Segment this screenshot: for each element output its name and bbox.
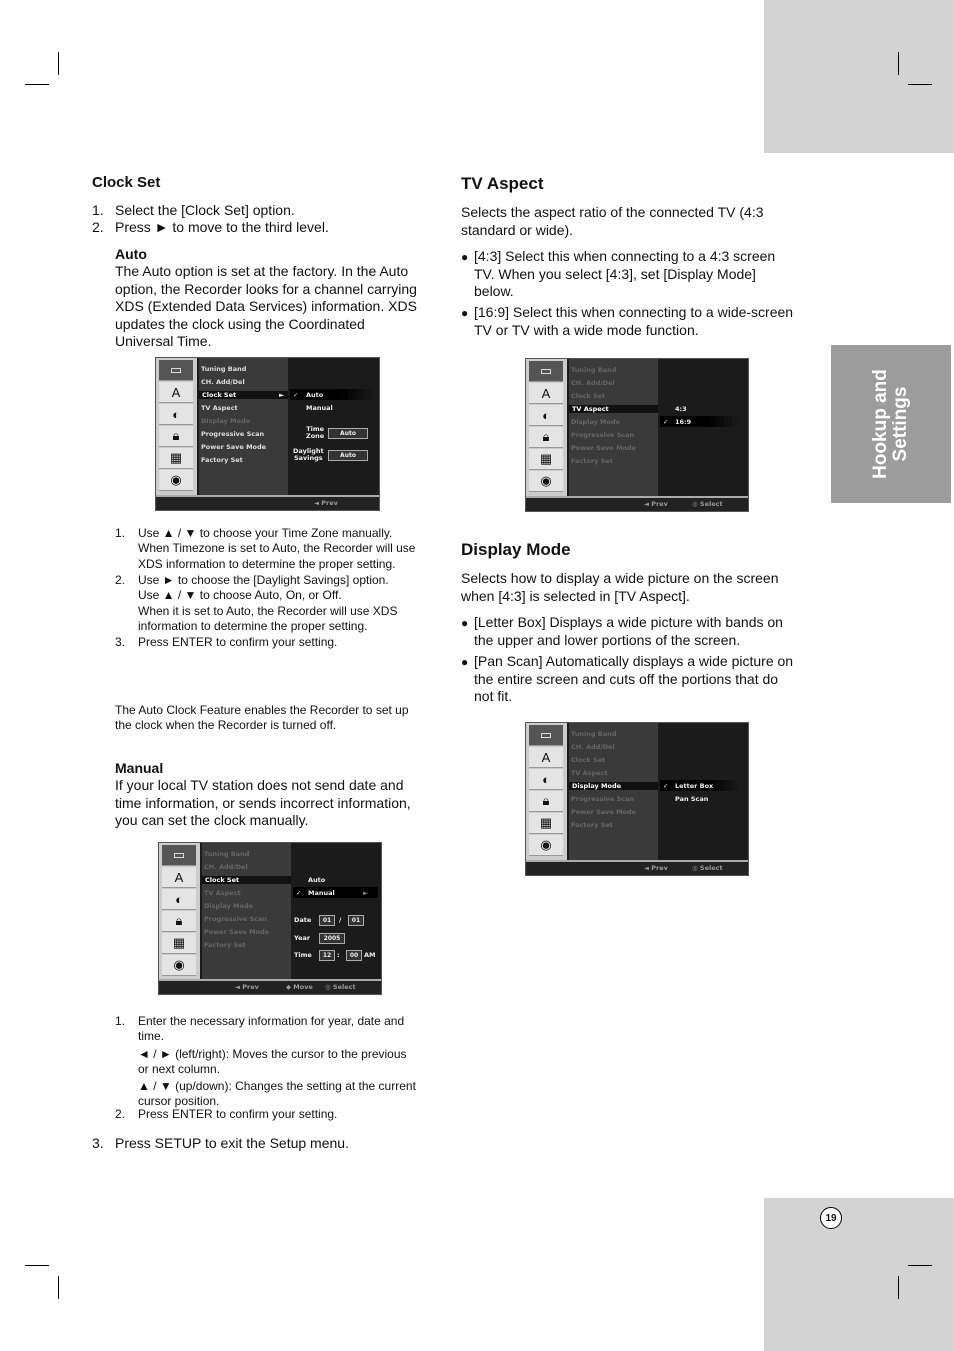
- tv-icon: ▭: [529, 725, 563, 746]
- time-zone-label: [306, 426, 324, 440]
- osd-menu-item: Display Mode: [201, 417, 251, 425]
- page-number: 19: [820, 1207, 842, 1229]
- osd-option: Letter Box: [675, 782, 714, 790]
- crop-mark: [908, 1265, 932, 1266]
- osd-menu-item: Progressive Scan: [201, 430, 265, 438]
- osd-display-mode: [525, 722, 749, 876]
- osd-option: 16:9: [675, 418, 692, 426]
- step-text: Press ENTER to confirm your setting.: [138, 635, 338, 649]
- auto-description: [115, 263, 417, 351]
- language-icon: A: [159, 382, 193, 403]
- text-line: [Letter Box] Displays a wide picture with bands on: [474, 614, 783, 630]
- text-line: option, the Recorder looks for a channel carrying: [115, 280, 417, 297]
- margin-band-bottom: [764, 1198, 954, 1351]
- text-line: cursor position.: [138, 1094, 220, 1109]
- date-separator: /: [339, 916, 342, 924]
- disc-icon: ◉: [529, 835, 563, 856]
- text-line: Zone: [306, 432, 325, 440]
- text-line: updates the clock using the Coordinated: [115, 315, 365, 332]
- text-line: information to determine the proper setting.: [138, 618, 368, 633]
- text-line: [16:9] Select this when connecting to a wide-screen: [474, 304, 794, 320]
- osd-icon-column: [156, 358, 197, 496]
- check-icon: ✓: [293, 391, 299, 399]
- tv-aspect-intro: [461, 204, 763, 239]
- osd-menu-column: [199, 358, 288, 496]
- osd-menu-column: [202, 843, 291, 980]
- step-text: Select the [Clock Set] option.: [115, 202, 295, 218]
- section-tab-line2: Settings: [890, 386, 911, 462]
- check-icon: ✓: [663, 782, 669, 790]
- bullet-text: [474, 614, 783, 649]
- text-line: Universal Time.: [115, 333, 212, 349]
- language-icon: A: [529, 383, 563, 404]
- osd-icon-column: [159, 843, 200, 980]
- osd-menu-column: [569, 359, 658, 497]
- check-icon: ✓: [296, 889, 302, 897]
- film-icon: ▦: [159, 448, 193, 469]
- osd-menu-item: TV Aspect: [201, 404, 238, 412]
- osd-footer: [156, 495, 379, 510]
- bullet-icon: ●: [461, 250, 469, 264]
- step-text: [138, 573, 397, 634]
- osd-menu-item: Display Mode: [204, 902, 254, 910]
- osd-menu-item: Tuning Band: [571, 366, 617, 374]
- osd-menu-item-selected: [199, 391, 288, 399]
- text-line: time information, or sends incorrect information,: [115, 794, 411, 811]
- text-line: XDS information to determine the proper setting.: [138, 556, 396, 571]
- osd-option-highlight: [660, 416, 740, 427]
- prev-hint: ◄ Prev: [644, 500, 668, 508]
- osd-menu-item: Progressive Scan: [571, 795, 635, 803]
- lock-icon: 🔒︎: [159, 426, 193, 447]
- text-line: Use ► to choose the [Daylight Savings] option.: [138, 573, 389, 587]
- select-hint: ◎ Select: [692, 500, 723, 508]
- bullet-text: [474, 653, 793, 706]
- year-value: 2005: [319, 933, 345, 944]
- bullet-icon: ●: [461, 306, 469, 320]
- text-line: the upper and lower portions of the screen.: [474, 631, 741, 648]
- osd-menu-item: Power Save Mode: [571, 808, 637, 816]
- text-line: When Timezone is set to Auto, the Recorder will use: [138, 541, 416, 556]
- text-line: the entire screen and cuts off the portions that do: [474, 670, 779, 687]
- step-number: 2.: [115, 573, 126, 587]
- osd-clock-manual: [158, 842, 382, 995]
- audio-icon: ◐: [529, 769, 563, 790]
- daylight-savings-value: Auto: [328, 450, 368, 461]
- osd-option: Auto: [308, 876, 326, 884]
- date-label: Date: [294, 916, 312, 924]
- osd-menu-item: Display Mode: [571, 418, 621, 426]
- text-line: [4:3] Select this when connecting to a 4:3 screen: [474, 248, 776, 264]
- select-hint: ◎ Select: [692, 864, 723, 872]
- lock-icon: 🔒︎: [529, 427, 563, 448]
- text-line: standard or wide).: [461, 221, 574, 238]
- check-icon: ✓: [663, 418, 669, 426]
- text-line: when [4:3] is selected in [TV Aspect].: [461, 587, 690, 604]
- section-tab: [831, 345, 951, 503]
- osd-menu-item-label: Clock Set: [202, 391, 237, 399]
- step-number: 3.: [115, 635, 126, 649]
- language-icon: A: [529, 747, 563, 768]
- film-icon: ▦: [529, 449, 563, 470]
- margin-band-top: [764, 0, 954, 153]
- osd-menu-item: CH. Add/Del: [204, 863, 248, 871]
- osd-menu-item: Clock Set: [571, 756, 606, 764]
- step-number: 3.: [92, 1135, 104, 1151]
- crop-mark: [898, 1276, 899, 1299]
- osd-menu-item: Power Save Mode: [201, 443, 267, 451]
- tv-aspect-heading: TV Aspect: [461, 174, 544, 193]
- step-text: Press SETUP to exit the Setup menu.: [115, 1135, 349, 1151]
- text-line: you can set the clock manually.: [115, 812, 309, 828]
- osd-tv-aspect: [525, 358, 749, 512]
- disc-icon: ◉: [162, 955, 196, 976]
- osd-menu-item-selected: Clock Set: [202, 876, 291, 884]
- bullet-icon: ●: [461, 655, 469, 669]
- osd-menu-item: TV Aspect: [204, 889, 241, 897]
- disc-icon: ◉: [529, 471, 563, 492]
- step-number: 2.: [115, 1107, 126, 1121]
- time-hour: 12: [319, 950, 335, 961]
- tv-icon: ▭: [162, 845, 196, 866]
- tv-icon: ▭: [159, 360, 193, 381]
- audio-icon: ◐: [529, 405, 563, 426]
- step-number: 1.: [115, 1014, 126, 1028]
- time-label: Time: [294, 951, 312, 959]
- text-line: Use ▲ / ▼ to choose your Time Zone manually.: [138, 526, 393, 540]
- osd-option: Pan Scan: [675, 795, 709, 803]
- text-line: the clock when the Recorder is turned off.: [115, 718, 337, 733]
- crop-mark: [25, 1265, 49, 1266]
- bullet-icon: ●: [461, 616, 469, 630]
- step-text: [138, 1014, 416, 1110]
- osd-menu-item: Progressive Scan: [571, 431, 635, 439]
- time-ampm: AM: [364, 951, 376, 959]
- text-line: Selects the aspect ratio of the connected TV (4:3: [461, 204, 764, 220]
- osd-menu-item-selected: Display Mode: [569, 782, 658, 790]
- display-mode-intro: [461, 570, 779, 605]
- text-line: [Pan Scan] Automatically displays a wide picture on: [474, 653, 794, 669]
- text-line: The Auto Clock Feature enables the Recorder to set up: [115, 703, 409, 717]
- crop-mark: [25, 84, 49, 85]
- date-month: 01: [319, 915, 335, 926]
- osd-menu-item: Factory Set: [571, 457, 613, 465]
- date-day: 01: [348, 915, 364, 926]
- text-line: Time: [306, 425, 325, 433]
- time-minute: 00: [346, 950, 362, 961]
- daylight-savings-label: [293, 448, 324, 462]
- text-line: If your local TV station does not send date and: [115, 777, 404, 793]
- text-line: When it is set to Auto, the Recorder will use XDS: [138, 603, 398, 618]
- time-zone-value: Auto: [328, 428, 368, 439]
- osd-menu-item: CH. Add/Del: [571, 379, 615, 387]
- text-line: not fit.: [474, 688, 513, 704]
- arrow-right-icon: ►: [363, 889, 368, 897]
- bullet-text: [474, 304, 793, 339]
- audio-icon: ◐: [162, 889, 196, 910]
- text-line: ◄ / ► (left/right): Moves the cursor to the previous: [138, 1046, 407, 1061]
- text-line: Selects how to display a wide picture on the screen: [461, 570, 779, 586]
- osd-menu-item-selected: TV Aspect: [569, 405, 658, 413]
- prev-hint: ◄ Prev: [644, 864, 668, 872]
- lock-icon: 🔒︎: [162, 911, 196, 932]
- display-mode-heading: Display Mode: [461, 540, 571, 559]
- text-line: time.: [138, 1029, 165, 1044]
- osd-menu-item: Power Save Mode: [204, 928, 270, 936]
- text-line: Use ▲ / ▼ to choose Auto, On, or Off.: [138, 588, 342, 603]
- crop-mark: [58, 52, 59, 75]
- osd-menu-item: Factory Set: [571, 821, 613, 829]
- step-text: Press ► to move to the third level.: [115, 219, 329, 235]
- year-label: Year: [294, 934, 311, 942]
- osd-clock-auto: [155, 357, 380, 511]
- text-line: Daylight: [293, 447, 324, 455]
- osd-menu-column: [569, 723, 658, 861]
- disc-icon: ◉: [159, 470, 193, 491]
- film-icon: ▦: [529, 813, 563, 834]
- text-line: The Auto option is set at the factory. In the Auto: [115, 263, 409, 279]
- osd-icon-column: [526, 359, 567, 497]
- osd-menu-item: Clock Set: [571, 392, 606, 400]
- language-icon: A: [162, 867, 196, 888]
- osd-menu-item: Tuning Band: [571, 730, 617, 738]
- manual-heading: Manual: [115, 760, 164, 776]
- auto-heading: Auto: [115, 246, 147, 262]
- osd-menu-item: Power Save Mode: [571, 444, 637, 452]
- text-line: TV. When you select [4:3], set [Display Mode]: [474, 265, 756, 282]
- step-number: 2.: [92, 219, 104, 235]
- text-line: TV or TV with a wide mode function.: [474, 321, 699, 338]
- crop-mark: [908, 84, 932, 85]
- prev-hint: ◄ Prev: [314, 499, 338, 507]
- crop-mark: [58, 1276, 59, 1299]
- osd-footer: [159, 979, 381, 994]
- text-line: Enter the necessary information for year, date and: [138, 1014, 405, 1028]
- osd-menu-item: Factory Set: [204, 941, 246, 949]
- osd-footer: [526, 860, 748, 875]
- osd-menu-item: Factory Set: [201, 456, 243, 464]
- move-hint: ◆ Move: [286, 983, 313, 991]
- osd-menu-item: Tuning Band: [204, 850, 250, 858]
- audio-icon: ◐: [159, 404, 193, 425]
- crop-mark: [898, 52, 899, 75]
- text-line: ▲ / ▼ (up/down): Changes the setting at the current: [138, 1079, 416, 1094]
- osd-menu-item: Progressive Scan: [204, 915, 268, 923]
- prev-hint: ◄ Prev: [235, 983, 259, 991]
- text-line: Savings: [293, 454, 323, 462]
- osd-option-highlight: [290, 389, 375, 400]
- step-text: [138, 526, 415, 572]
- film-icon: ▦: [162, 933, 196, 954]
- osd-icon-column: [526, 723, 567, 861]
- manual-description: [115, 777, 411, 830]
- step-text: Press ENTER to confirm your setting.: [138, 1107, 338, 1121]
- osd-option: 4:3: [675, 405, 687, 413]
- text-line: or next column.: [138, 1061, 221, 1076]
- osd-menu-item: CH. Add/Del: [201, 378, 245, 386]
- osd-option: Manual: [306, 404, 333, 412]
- text-line: XDS (Extended Data Services) information. XDS: [115, 298, 417, 314]
- section-tab-line1: Hookup and: [870, 369, 891, 479]
- osd-menu-item: Tuning Band: [201, 365, 247, 373]
- clock-set-heading: Clock Set: [92, 174, 161, 191]
- select-hint: ◎ Select: [325, 983, 356, 991]
- lock-icon: 🔒︎: [529, 791, 563, 812]
- osd-option: Auto: [306, 391, 324, 399]
- osd-menu-item: TV Aspect: [571, 769, 608, 777]
- osd-footer: [526, 496, 748, 511]
- osd-option: Manual: [308, 889, 335, 897]
- auto-clock-note: [115, 703, 409, 734]
- step-number: 1.: [92, 202, 104, 218]
- bullet-text: [474, 248, 775, 301]
- osd-menu-item: CH. Add/Del: [571, 743, 615, 751]
- time-separator: :: [337, 951, 340, 959]
- tv-icon: ▭: [529, 361, 563, 382]
- text-line: below.: [474, 283, 514, 299]
- step-number: 1.: [115, 526, 126, 540]
- arrow-right-icon: ►: [279, 391, 284, 399]
